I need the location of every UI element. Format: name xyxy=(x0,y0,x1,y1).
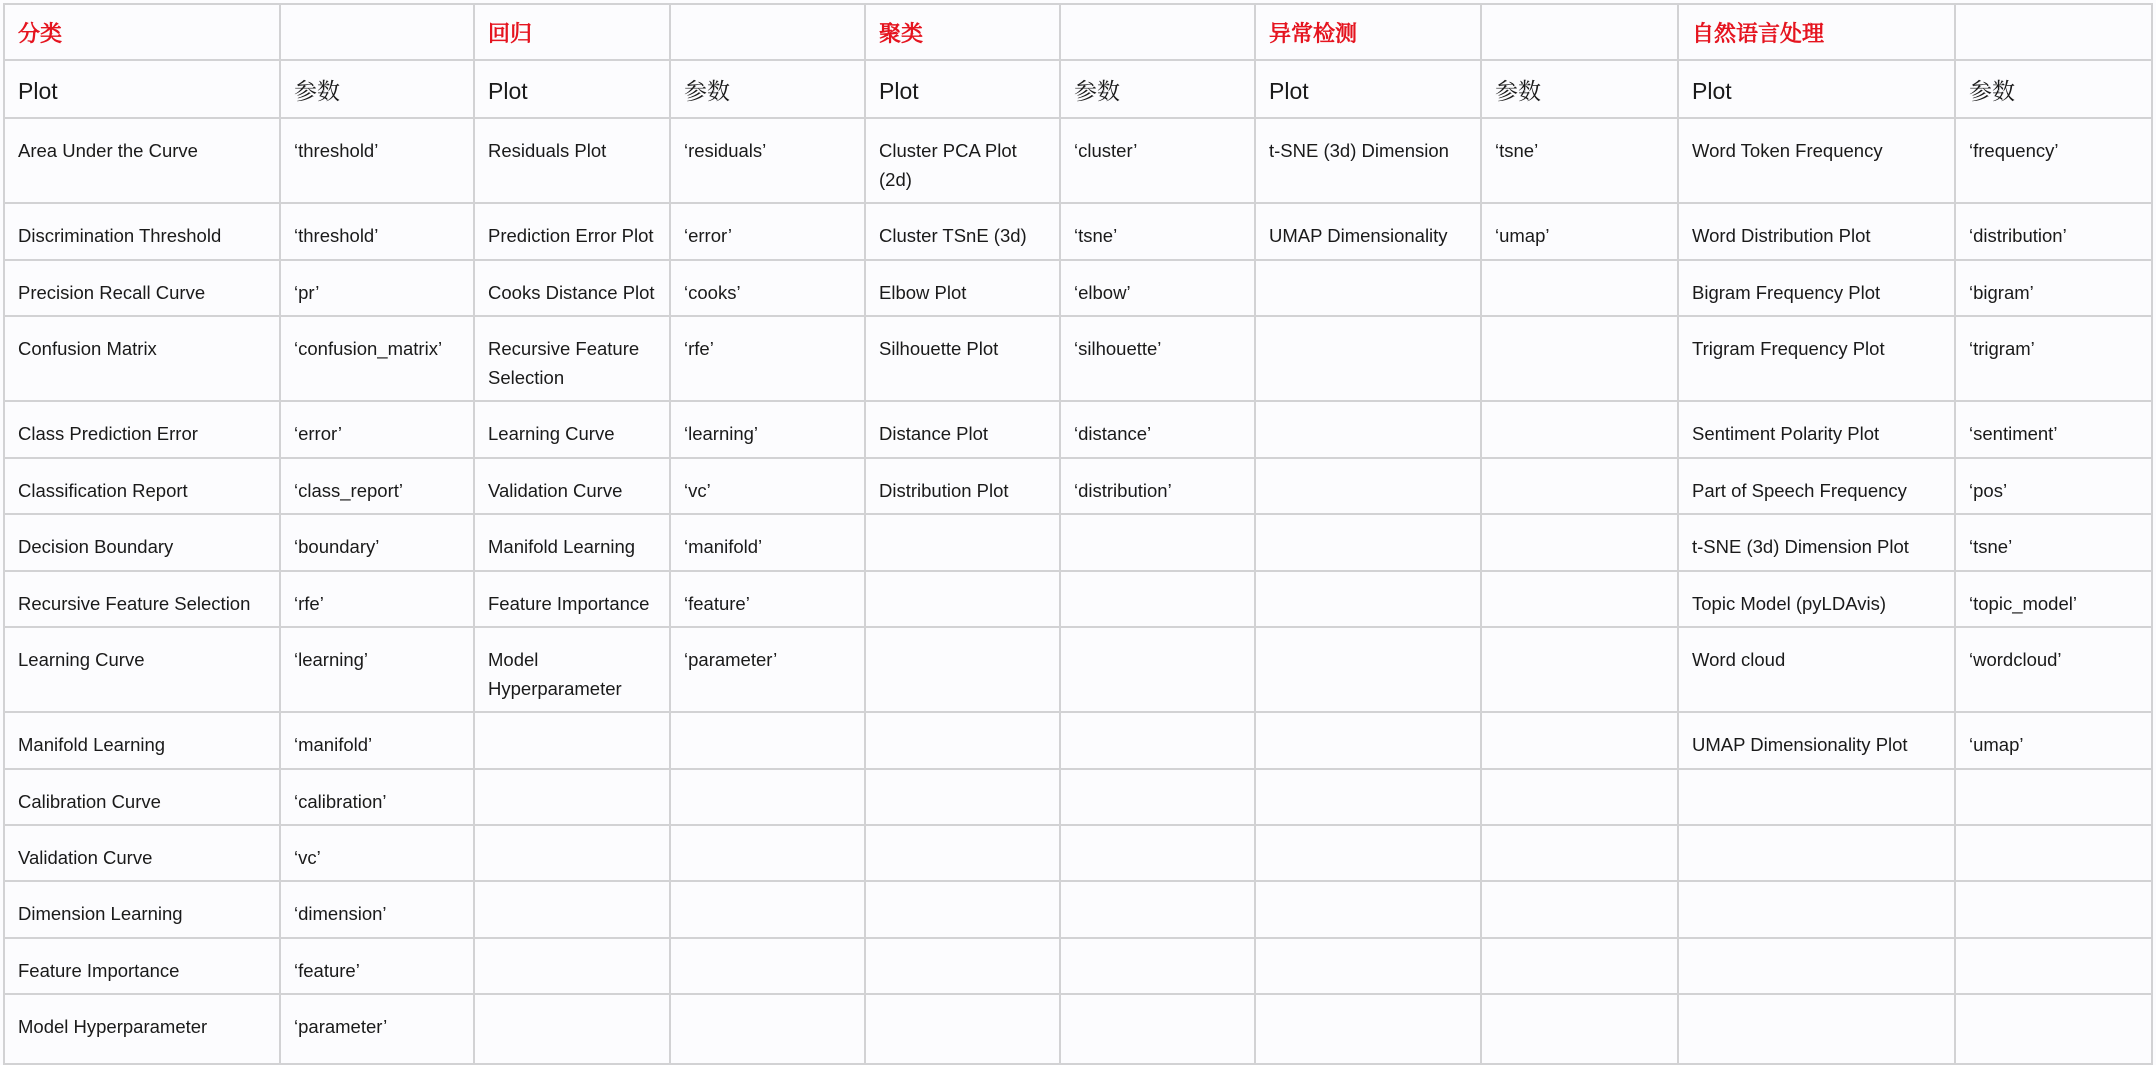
plot-param-cell: ‘pr’ xyxy=(280,260,474,316)
param-column-header: 参数 xyxy=(1481,60,1678,118)
plot-name-cell: Prediction Error Plot xyxy=(474,203,670,260)
plot-param-cell: ‘frequency’ xyxy=(1955,118,2152,203)
table-row xyxy=(4,938,2152,994)
category-title: 异常检测 xyxy=(1255,4,1481,60)
plot-param-cell: ‘topic_model’ xyxy=(1955,571,2152,627)
empty-cell xyxy=(1255,825,1481,881)
empty-cell xyxy=(1481,316,1678,401)
empty-cell xyxy=(1481,825,1678,881)
empty-cell xyxy=(865,825,1060,881)
empty-cell xyxy=(1255,316,1481,401)
empty-cell xyxy=(1060,769,1255,825)
empty-cell xyxy=(1060,938,1255,994)
table-row xyxy=(4,118,2152,203)
empty-cell xyxy=(1060,825,1255,881)
plot-name-cell: Cooks Distance Plot xyxy=(474,260,670,316)
plot-name-cell: Discrimination Threshold xyxy=(4,203,280,260)
plot-name-cell: Recursive Feature Selection xyxy=(474,316,670,401)
plot-name-cell: UMAP Dimensionality Plot xyxy=(1678,712,1955,769)
plot-column-header: Plot xyxy=(4,60,280,118)
empty-cell xyxy=(1255,881,1481,938)
plot-column-header: Plot xyxy=(865,60,1060,118)
plot-param-cell: ‘dimension’ xyxy=(280,881,474,938)
plot-name-cell: Classification Report xyxy=(4,458,280,514)
empty-cell xyxy=(1060,514,1255,571)
plot-column-header: Plot xyxy=(1678,60,1955,118)
plot-param-cell: ‘boundary’ xyxy=(280,514,474,571)
empty-cell xyxy=(865,994,1060,1064)
empty-cell xyxy=(1955,994,2152,1064)
table-row xyxy=(4,514,2152,571)
empty-cell xyxy=(1481,571,1678,627)
plot-param-cell: ‘residuals’ xyxy=(670,118,865,203)
table-row xyxy=(4,994,2152,1064)
empty-cell xyxy=(1955,938,2152,994)
plot-param-cell: ‘umap’ xyxy=(1955,712,2152,769)
empty-cell xyxy=(1255,571,1481,627)
empty-cell xyxy=(865,712,1060,769)
plot-name-cell: t-SNE (3d) Dimension xyxy=(1255,118,1481,203)
empty-cell xyxy=(1060,712,1255,769)
plot-name-cell: Silhouette Plot xyxy=(865,316,1060,401)
plot-name-cell: Trigram Frequency Plot xyxy=(1678,316,1955,401)
plot-param-cell: ‘manifold’ xyxy=(280,712,474,769)
empty-cell xyxy=(865,514,1060,571)
empty-cell xyxy=(1678,881,1955,938)
plot-param-cell: ‘feature’ xyxy=(670,571,865,627)
plot-name-cell: UMAP Dimensionality xyxy=(1255,203,1481,260)
plot-param-cell: ‘tsne’ xyxy=(1955,514,2152,571)
plot-name-cell: Bigram Frequency Plot xyxy=(1678,260,1955,316)
table-row xyxy=(4,825,2152,881)
plot-name-cell: Learning Curve xyxy=(474,401,670,458)
plot-name-cell: Manifold Learning xyxy=(474,514,670,571)
empty-cell xyxy=(1481,401,1678,458)
plot-name-cell: Class Prediction Error xyxy=(4,401,280,458)
empty-cell xyxy=(474,769,670,825)
plot-name-cell: Validation Curve xyxy=(474,458,670,514)
plot-param-cell: ‘elbow’ xyxy=(1060,260,1255,316)
plot-param-cell: ‘parameter’ xyxy=(670,627,865,712)
empty-cell xyxy=(1255,458,1481,514)
plot-param-cell: ‘cluster’ xyxy=(1060,118,1255,203)
empty-cell xyxy=(1481,769,1678,825)
empty-cell xyxy=(474,994,670,1064)
plot-name-cell: Area Under the Curve xyxy=(4,118,280,203)
plot-param-cell: ‘parameter’ xyxy=(280,994,474,1064)
plot-name-cell: Topic Model (pyLDAvis) xyxy=(1678,571,1955,627)
empty-cell xyxy=(1955,769,2152,825)
plot-param-cell: ‘error’ xyxy=(280,401,474,458)
plot-param-cell: ‘bigram’ xyxy=(1955,260,2152,316)
plot-name-cell: Distribution Plot xyxy=(865,458,1060,514)
plot-column-header: Plot xyxy=(474,60,670,118)
plot-param-cell: ‘umap’ xyxy=(1481,203,1678,260)
plot-param-cell: ‘learning’ xyxy=(670,401,865,458)
plot-name-cell: Elbow Plot xyxy=(865,260,1060,316)
empty-cell xyxy=(865,938,1060,994)
category-title: 分类 xyxy=(4,4,280,60)
empty-cell xyxy=(1255,994,1481,1064)
empty-cell xyxy=(1060,571,1255,627)
empty-cell xyxy=(670,881,865,938)
plot-param-cell: ‘tsne’ xyxy=(1060,203,1255,260)
table-row xyxy=(4,458,2152,514)
plot-param-cell: ‘class_report’ xyxy=(280,458,474,514)
empty-cell xyxy=(670,4,865,60)
empty-cell xyxy=(1955,4,2152,60)
plot-name-cell: Validation Curve xyxy=(4,825,280,881)
empty-cell xyxy=(1255,401,1481,458)
category-header-row xyxy=(4,4,2152,60)
empty-cell xyxy=(1481,4,1678,60)
empty-cell xyxy=(1678,769,1955,825)
plot-name-cell: Part of Speech Frequency xyxy=(1678,458,1955,514)
plot-param-cell: ‘calibration’ xyxy=(280,769,474,825)
empty-cell xyxy=(1678,994,1955,1064)
empty-cell xyxy=(865,571,1060,627)
empty-cell xyxy=(474,712,670,769)
plot-param-cell: ‘cooks’ xyxy=(670,260,865,316)
plot-param-cell: ‘vc’ xyxy=(670,458,865,514)
category-title: 自然语言处理 xyxy=(1678,4,1955,60)
plot-param-cell: ‘manifold’ xyxy=(670,514,865,571)
plot-name-cell: Model Hyperparameter xyxy=(474,627,670,712)
plot-name-cell: Precision Recall Curve xyxy=(4,260,280,316)
empty-cell xyxy=(1255,712,1481,769)
plot-name-cell: Residuals Plot xyxy=(474,118,670,203)
empty-cell xyxy=(1060,994,1255,1064)
plot-param-cell: ‘confusion_matrix’ xyxy=(280,316,474,401)
empty-cell xyxy=(670,938,865,994)
plot-param-cell: ‘rfe’ xyxy=(280,571,474,627)
plot-param-cell: ‘silhouette’ xyxy=(1060,316,1255,401)
table-body xyxy=(4,4,2152,1064)
empty-cell xyxy=(1255,514,1481,571)
plot-param-cell: ‘tsne’ xyxy=(1481,118,1678,203)
plot-param-cell: ‘rfe’ xyxy=(670,316,865,401)
empty-cell xyxy=(280,4,474,60)
empty-cell xyxy=(1060,881,1255,938)
empty-cell xyxy=(474,881,670,938)
empty-cell xyxy=(1955,881,2152,938)
table-row xyxy=(4,881,2152,938)
param-column-header: 参数 xyxy=(1060,60,1255,118)
empty-cell xyxy=(1481,881,1678,938)
empty-cell xyxy=(670,712,865,769)
empty-cell xyxy=(1481,994,1678,1064)
plot-column-header: Plot xyxy=(1255,60,1481,118)
category-title: 聚类 xyxy=(865,4,1060,60)
empty-cell xyxy=(1060,627,1255,712)
empty-cell xyxy=(1678,825,1955,881)
table-row xyxy=(4,260,2152,316)
plot-param-cell: ‘wordcloud’ xyxy=(1955,627,2152,712)
plot-name-cell: Calibration Curve xyxy=(4,769,280,825)
empty-cell xyxy=(1481,712,1678,769)
table-row xyxy=(4,769,2152,825)
empty-cell xyxy=(1255,769,1481,825)
empty-cell xyxy=(1255,260,1481,316)
empty-cell xyxy=(670,994,865,1064)
column-header-row xyxy=(4,60,2152,118)
plot-name-cell: Learning Curve xyxy=(4,627,280,712)
table-row xyxy=(4,401,2152,458)
table-row xyxy=(4,571,2152,627)
empty-cell xyxy=(865,769,1060,825)
empty-cell xyxy=(1255,627,1481,712)
empty-cell xyxy=(1481,627,1678,712)
plot-name-cell: Recursive Feature Selection xyxy=(4,571,280,627)
plot-param-cell: ‘sentiment’ xyxy=(1955,401,2152,458)
plot-param-cell: ‘error’ xyxy=(670,203,865,260)
plot-name-cell: Dimension Learning xyxy=(4,881,280,938)
plot-name-cell: Cluster PCA Plot (2d) xyxy=(865,118,1060,203)
empty-cell xyxy=(1955,825,2152,881)
plot-name-cell: Confusion Matrix xyxy=(4,316,280,401)
empty-cell xyxy=(1255,938,1481,994)
param-column-header: 参数 xyxy=(1955,60,2152,118)
plot-param-cell: ‘vc’ xyxy=(280,825,474,881)
plot-param-cell: ‘threshold’ xyxy=(280,203,474,260)
table-row xyxy=(4,316,2152,401)
plot-param-cell: ‘feature’ xyxy=(280,938,474,994)
plot-name-cell: Word Token Frequency xyxy=(1678,118,1955,203)
plot-name-cell: Feature Importance xyxy=(474,571,670,627)
plot-name-cell: t-SNE (3d) Dimension Plot xyxy=(1678,514,1955,571)
param-column-header: 参数 xyxy=(280,60,474,118)
empty-cell xyxy=(865,881,1060,938)
plot-param-cell: ‘distance’ xyxy=(1060,401,1255,458)
empty-cell xyxy=(1060,4,1255,60)
empty-cell xyxy=(1481,458,1678,514)
plot-param-cell: ‘threshold’ xyxy=(280,118,474,203)
plot-name-cell: Distance Plot xyxy=(865,401,1060,458)
plot-name-cell: Manifold Learning xyxy=(4,712,280,769)
empty-cell xyxy=(474,825,670,881)
plot-name-cell: Cluster TSnE (3d) xyxy=(865,203,1060,260)
plot-name-cell: Feature Importance xyxy=(4,938,280,994)
plot-name-cell: Decision Boundary xyxy=(4,514,280,571)
plot-param-cell: ‘distribution’ xyxy=(1955,203,2152,260)
table-row xyxy=(4,627,2152,712)
empty-cell xyxy=(474,938,670,994)
plot-name-cell: Model Hyperparameter xyxy=(4,994,280,1064)
plot-param-cell: ‘distribution’ xyxy=(1060,458,1255,514)
table-row xyxy=(4,203,2152,260)
empty-cell xyxy=(1481,938,1678,994)
empty-cell xyxy=(670,769,865,825)
plot-param-cell: ‘trigram’ xyxy=(1955,316,2152,401)
category-title: 回归 xyxy=(474,4,670,60)
param-column-header: 参数 xyxy=(670,60,865,118)
plot-param-cell: ‘pos’ xyxy=(1955,458,2152,514)
empty-cell xyxy=(865,627,1060,712)
plot-name-cell: Sentiment Polarity Plot xyxy=(1678,401,1955,458)
plot-reference-table xyxy=(3,3,2153,1065)
plot-param-cell: ‘learning’ xyxy=(280,627,474,712)
empty-cell xyxy=(670,825,865,881)
empty-cell xyxy=(1678,938,1955,994)
plot-name-cell: Word cloud xyxy=(1678,627,1955,712)
plot-name-cell: Word Distribution Plot xyxy=(1678,203,1955,260)
table-row xyxy=(4,712,2152,769)
empty-cell xyxy=(1481,514,1678,571)
empty-cell xyxy=(1481,260,1678,316)
